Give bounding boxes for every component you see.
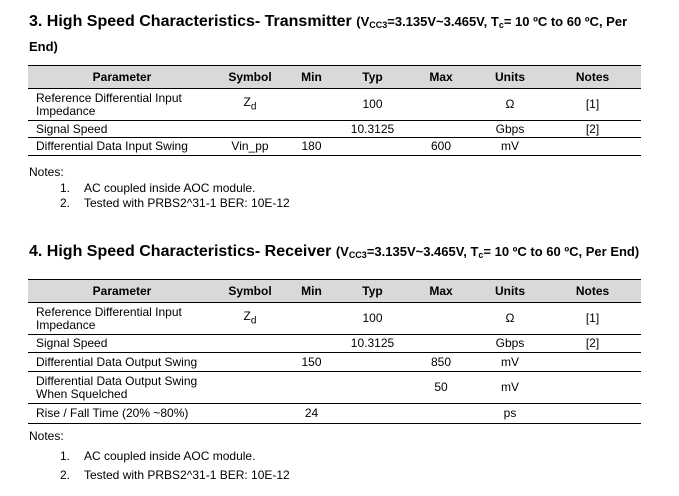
note-text: Tested with PRBS2^31-1 BER: 10E-12 [84, 196, 290, 210]
param-cell: Rise / Fall Time (20% ~80%) [28, 404, 216, 424]
section4-note-1 [60, 449, 255, 463]
col-units: Units [476, 66, 544, 89]
max-cell [406, 335, 476, 353]
cond-sub2: c [478, 250, 484, 260]
units-cell: Gbps [476, 121, 544, 138]
section3-note-2 [60, 196, 290, 210]
section3-title: 3. High Speed Characteristics- Transmitter [29, 13, 352, 30]
symbol-cell [216, 353, 284, 372]
param-cell: Signal Speed [28, 335, 216, 353]
symbol-text: Z [243, 94, 251, 109]
table-row [28, 138, 641, 156]
col-notes: Notes [544, 280, 641, 303]
units-cell: Gbps [476, 335, 544, 353]
param-cell: Differential Data Input Swing [28, 138, 216, 156]
col-typ: Typ [339, 280, 406, 303]
symbol-cell [216, 372, 284, 404]
section4-heading [29, 241, 669, 266]
cond-mid: =3.135V~3.465V, T [387, 14, 499, 29]
cond-post: = 10 ºC to 60 ºC, Per End) [29, 14, 628, 54]
col-max: Max [406, 66, 476, 89]
note-number: 2. [60, 468, 71, 482]
table-row [28, 303, 641, 335]
cond-sub: CC3 [369, 20, 388, 30]
section3-notes-title: Notes: [29, 165, 64, 179]
table-row [28, 121, 641, 138]
param-cell: Reference Differential Input Impedance [28, 303, 216, 335]
col-symbol: Symbol [216, 66, 284, 89]
symbol-text: Z [243, 308, 251, 323]
note-number: 2. [60, 196, 71, 210]
symbol-cell: Vin_pp [216, 138, 284, 156]
notes-cell: [2] [544, 121, 641, 138]
section4-conditions [336, 244, 639, 259]
notes-cell [544, 404, 641, 424]
notes-cell [544, 138, 641, 156]
col-max: Max [406, 280, 476, 303]
symbol-cell [216, 404, 284, 424]
col-units: Units [476, 280, 544, 303]
note-text: AC coupled inside AOC module. [84, 449, 256, 463]
symbol-sub: d [250, 315, 257, 327]
max-cell [406, 89, 476, 121]
min-cell [284, 89, 339, 121]
symbol-cell [216, 303, 284, 335]
table-row [28, 404, 641, 424]
typ-cell: 100 [339, 89, 406, 121]
note-text: AC coupled inside AOC module. [84, 181, 256, 195]
col-min: Min [284, 66, 339, 89]
col-parameter: Parameter [28, 66, 216, 89]
section3-heading [29, 11, 643, 58]
typ-cell: 10.3125 [339, 335, 406, 353]
section4-notes-title: Notes: [29, 429, 64, 443]
table-row [28, 372, 641, 404]
typ-cell [339, 372, 406, 404]
table-header-row [28, 66, 641, 89]
param-cell: Signal Speed [28, 121, 216, 138]
min-cell: 24 [284, 404, 339, 424]
typ-cell: 10.3125 [339, 121, 406, 138]
table-row [28, 89, 641, 121]
cond-sub: CC3 [348, 250, 367, 260]
symbol-cell [216, 121, 284, 138]
min-cell [284, 121, 339, 138]
units-cell: mV [476, 138, 544, 156]
max-cell: 50 [406, 372, 476, 404]
section3-note-1 [60, 181, 255, 195]
section4-table [28, 279, 641, 424]
col-min: Min [284, 280, 339, 303]
section4-note-2 [60, 468, 290, 482]
min-cell [284, 335, 339, 353]
col-typ: Typ [339, 66, 406, 89]
param-cell: Differential Data Output Swing [28, 353, 216, 372]
notes-cell [544, 353, 641, 372]
param-cell: Differential Data Output Swing When Squelched [28, 372, 216, 404]
max-cell [406, 121, 476, 138]
units-cell: ps [476, 404, 544, 424]
note-number: 1. [60, 449, 71, 463]
symbol-cell [216, 89, 284, 121]
cond-post: = 10 ºC to 60 ºC, Per End) [483, 244, 640, 259]
col-parameter: Parameter [28, 280, 216, 303]
cond-sub2: c [498, 20, 504, 30]
units-cell: Ω [476, 303, 544, 335]
units-cell: mV [476, 372, 544, 404]
min-cell [284, 372, 339, 404]
table-row [28, 335, 641, 353]
table-row [28, 353, 641, 372]
min-cell: 180 [284, 138, 339, 156]
col-notes: Notes [544, 66, 641, 89]
max-cell: 600 [406, 138, 476, 156]
notes-cell: [1] [544, 89, 641, 121]
notes-cell: [1] [544, 303, 641, 335]
cond-mid: =3.135V~3.465V, T [366, 244, 479, 259]
typ-cell [339, 138, 406, 156]
cond-pre: (V [356, 14, 370, 29]
max-cell: 850 [406, 353, 476, 372]
units-cell: Ω [476, 89, 544, 121]
min-cell: 150 [284, 353, 339, 372]
notes-cell: [2] [544, 335, 641, 353]
typ-cell: 100 [339, 303, 406, 335]
table-header-row [28, 280, 641, 303]
max-cell [406, 303, 476, 335]
param-cell: Reference Differential Input Impedance [28, 89, 216, 121]
section4-title: 4. High Speed Characteristics- Receiver [29, 243, 332, 260]
symbol-sub: d [250, 101, 257, 113]
min-cell [284, 303, 339, 335]
typ-cell [339, 353, 406, 372]
symbol-cell [216, 335, 284, 353]
section3-table [28, 65, 641, 156]
notes-cell [544, 372, 641, 404]
note-text: Tested with PRBS2^31-1 BER: 10E-12 [84, 468, 290, 482]
typ-cell [339, 404, 406, 424]
cond-pre: (V [335, 244, 349, 259]
units-cell: mV [476, 353, 544, 372]
max-cell [406, 404, 476, 424]
note-number: 1. [60, 181, 71, 195]
col-symbol: Symbol [216, 280, 284, 303]
